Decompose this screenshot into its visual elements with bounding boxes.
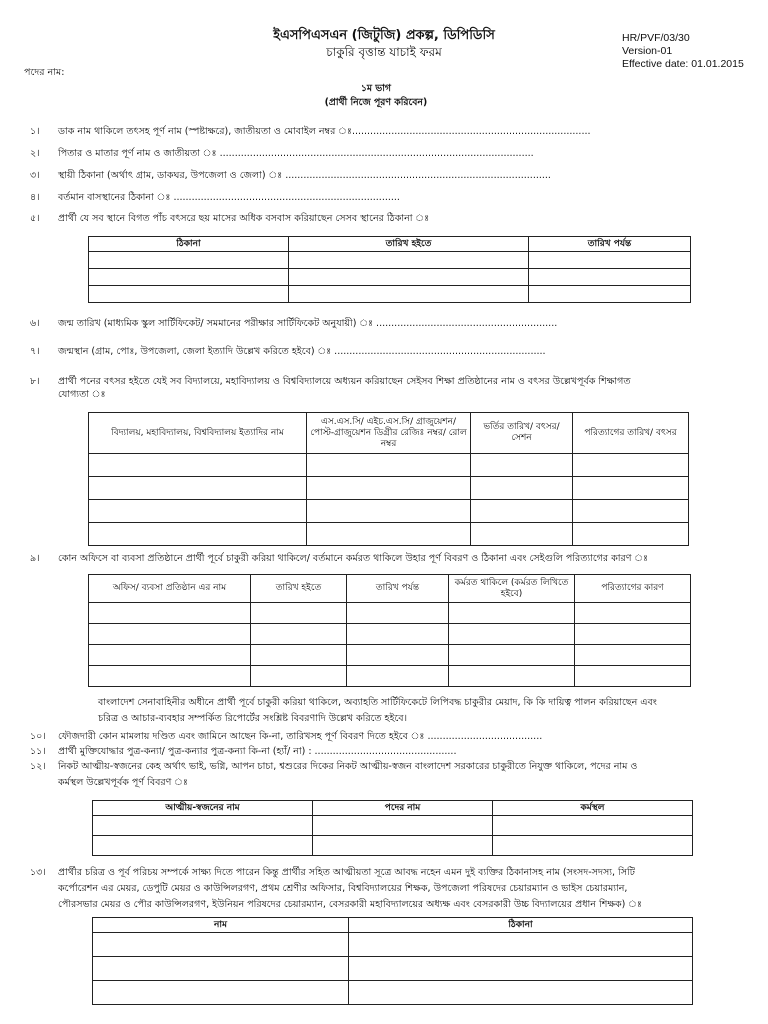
table-row (93, 933, 693, 957)
effective-date: Effective date: 01.01.2015 (622, 58, 744, 70)
question-3 (30, 169, 551, 182)
table-cell[interactable] (449, 624, 575, 645)
table-row (89, 603, 691, 624)
table-row (89, 500, 689, 523)
question-12-continued: কর্মস্থল উল্লেখপূর্বক পূর্ণ বিবরণ ঃ (58, 777, 188, 788)
form-version: Version-01 (622, 45, 673, 57)
table-cell[interactable] (529, 286, 691, 303)
table-cell[interactable] (307, 454, 471, 477)
table-row (89, 477, 689, 500)
question-number: ১১। (30, 746, 46, 757)
table-cell[interactable] (573, 477, 689, 500)
question-13-continued-2: পৌরসভার মেয়র ও পৌর কাউন্সিলরগণ, ইউনিয়ন পরিষদের চেয়ারম্যান, বেসরকারী মহাবিদ্যালয়ের অধ্যক্ষ এবং বেসরকারী উচ্চ বিদ্যালয়ের প্রধান শিক্ষক) ঃ (58, 899, 642, 910)
form-subtitle: চাকুরি বৃত্তান্ত যাচাই ফরম (326, 45, 442, 59)
question-number: ৮। (30, 376, 40, 387)
table-cell[interactable] (251, 624, 347, 645)
army-note-line-1: বাংলাদেশ সেনাবাহিনীর অধীনে প্রার্থী পূর্বে চাকুরী করিয়া থাকিলে, অব্যাহতি সার্টিফিকেটে লিপিবদ্ধ চাকুরীর মেয়াদ, কি কি দায়িত্ব পালন করিয়াছেন এবং (98, 697, 657, 708)
table-cell[interactable] (313, 816, 493, 836)
question-text: কোন অফিসে বা ব্যবসা প্রতিষ্ঠানে প্রার্থী পূর্বে চাকুরী করিয়া থাকিলে/ বর্তমানে কর্মরত থাকিলে উহার পূর্ণ বিবরণ ও ঠিকানা এবং সেইগুলি পরিত্যাগের কারণ ঃ (58, 553, 649, 564)
table-cell[interactable] (93, 981, 349, 1005)
question-text: বর্তমান বাসস্থানের ঠিকানা ঃ ........................................................................... (58, 192, 400, 203)
employment-header-from: তারিখ হইতে (251, 575, 347, 603)
question-text: ফৌজদারী কোন মামলায় দণ্ডিত এবং জামিনে আছেন কি-না, তারিখসহ পূর্ণ বিবরণ দিতে হইবে ঃ ...................................... (58, 731, 543, 742)
question-text: ডাক নাম থাকিলে তৎসহ পূর্ণ নাম (স্পষ্টাক্ষরে), জাতীয়তা ও মোবাইল নম্বর ঃ............................................................................... (58, 126, 591, 137)
question-text: স্থায়ী ঠিকানা (অর্থাৎ গ্রাম, ডাকঘর, উপজেলা ও জেলা) ঃ ........................................................................................ (58, 170, 551, 181)
employment-table (88, 574, 691, 687)
table-cell[interactable] (347, 624, 449, 645)
question-text: পিতার ও মাতার পূর্ণ নাম ও জাতীয়তা ঃ ........................................................................................................ (58, 148, 534, 159)
table-cell[interactable] (89, 645, 251, 666)
table-cell[interactable] (349, 957, 693, 981)
table-cell[interactable] (251, 666, 347, 687)
table-cell[interactable] (251, 603, 347, 624)
table-cell[interactable] (575, 624, 691, 645)
table-cell[interactable] (493, 816, 693, 836)
references-table (92, 917, 693, 1005)
education-header-institution: বিদ্যালয়, মহাবিদ্যালয়, বিশ্ববিদ্যালয় ইত্যাদির নাম (89, 413, 307, 454)
question-text: প্রার্থী যে সব স্থানে বিগত পাঁচ বৎসরে ছয় মাসের অধিক বসবাস করিয়াছেন সেসব স্থানের ঠিকানা ঃ (58, 213, 430, 224)
question-text: প্রার্থীর চরিত্র ও পূর্ব পরিচয় সম্পর্কে সাক্ষ্য দিতে পারেন কিন্তু প্রার্থীর সহিত আত্মীয়তা সূত্রে আবদ্ধ নহেন এমন দুই ব্যক্তির ঠিকানাসহ নাম (সংসদ-সদস্য, সিটি (58, 867, 635, 878)
table-cell[interactable] (89, 477, 307, 500)
residence-table (88, 236, 691, 303)
table-cell[interactable] (529, 269, 691, 286)
residence-header-to: তারিখ পর্যন্ত (529, 237, 691, 252)
table-cell[interactable] (349, 933, 693, 957)
table-cell[interactable] (89, 500, 307, 523)
relatives-header-name: আত্মীয়-স্বজনের নাম (93, 801, 313, 816)
table-cell[interactable] (93, 836, 313, 856)
table-row (93, 957, 693, 981)
table-cell[interactable] (493, 836, 693, 856)
education-header-roll: এস.এস.সি/ এইচ.এস.সি/ গ্রাজুয়েশন/ পোস্ট-গ্রাজুয়েশন ডিগ্রীর রেজিঃ নম্বর/ রোল নম্বর (307, 413, 471, 454)
table-cell[interactable] (89, 252, 289, 269)
table-cell[interactable] (93, 816, 313, 836)
employment-header-office: অফিস/ ব্যবসা প্রতিষ্ঠান এর নাম (89, 575, 251, 603)
question-1 (30, 125, 591, 138)
question-number: ৩। (30, 170, 40, 181)
question-12 (30, 760, 637, 773)
table-cell[interactable] (93, 933, 349, 957)
question-2 (30, 147, 534, 160)
table-cell[interactable] (349, 981, 693, 1005)
table-cell[interactable] (575, 603, 691, 624)
table-cell[interactable] (89, 666, 251, 687)
table-cell[interactable] (347, 603, 449, 624)
question-9 (30, 552, 648, 565)
references-header-name: নাম (93, 918, 349, 933)
question-number: ৭। (30, 346, 40, 357)
table-row (89, 523, 689, 546)
question-text: প্রার্থী মুক্তিযোদ্ধার পুত্র-কন্যা/ পুত্র-কন্যার পুত্র-কন্যা কি-না (হ্যাঁ/ না) : ............................................... (58, 746, 457, 757)
question-11 (30, 745, 456, 758)
part-note: (প্রার্থী নিজে পূরণ করিবেন) (324, 97, 428, 108)
table-cell[interactable] (89, 603, 251, 624)
question-13 (30, 865, 635, 880)
part-title: ১ম ভাগ (360, 83, 392, 94)
question-number: ৬। (30, 318, 40, 329)
education-table (88, 412, 689, 546)
table-row (93, 981, 693, 1005)
table-row (89, 454, 689, 477)
question-7 (30, 345, 546, 358)
form-code: HR/PVF/03/30 (622, 32, 690, 44)
question-text: জন্ম তারিখ (মাধ্যমিক স্কুল সার্টিফিকেট/ সমমানের পরীক্ষার সার্টিফিকেট অনুযায়ী) ঃ ............................................................ (58, 318, 558, 329)
table-row (89, 286, 691, 303)
table-cell[interactable] (289, 286, 529, 303)
post-name-label: পদের নাম: (24, 67, 65, 78)
residence-header-from: তারিখ হইতে (289, 237, 529, 252)
table-cell[interactable] (471, 523, 573, 546)
relatives-table (92, 800, 693, 856)
army-note-line-2: চরিত্র ও আচার-ব্যবহার সম্পর্কিত রিপোর্টের সংশ্লিষ্ট বিবরণাদি উল্লেখ করিতে হইবে। (98, 713, 407, 724)
references-header-address: ঠিকানা (349, 918, 693, 933)
question-number: ১৩। (30, 867, 46, 878)
question-5 (30, 212, 429, 225)
table-cell[interactable] (347, 666, 449, 687)
table-cell[interactable] (573, 500, 689, 523)
table-cell[interactable] (347, 645, 449, 666)
employment-header-to: তারিখ পর্যন্ত (347, 575, 449, 603)
question-number: ৫। (30, 213, 40, 224)
question-number: ৯। (30, 553, 40, 564)
table-cell[interactable] (307, 500, 471, 523)
question-number: ১। (30, 126, 40, 137)
table-cell[interactable] (251, 645, 347, 666)
question-10 (30, 730, 542, 743)
table-cell[interactable] (471, 454, 573, 477)
question-number: ২। (30, 148, 40, 159)
table-cell[interactable] (449, 603, 575, 624)
table-row (93, 816, 693, 836)
relatives-header-post: পদের নাম (313, 801, 493, 816)
residence-header-address: ঠিকানা (89, 237, 289, 252)
employment-header-current: কর্মরত থাকিলে (কর্মরত লিখিতে হইবে) (449, 575, 575, 603)
relatives-header-workplace: কর্মস্থল (493, 801, 693, 816)
question-8-continued: যোগ্যতা ঃ (58, 389, 106, 400)
table-cell[interactable] (307, 523, 471, 546)
question-4 (30, 191, 400, 204)
table-cell[interactable] (449, 645, 575, 666)
table-cell[interactable] (313, 836, 493, 856)
table-cell[interactable] (573, 523, 689, 546)
table-row (89, 269, 691, 286)
question-text: জন্মস্থান (গ্রাম, পোঃ, উপজেলা, জেলা ইত্যাদি উল্লেখ করিতে হইবে) ঃ ...................................................................... (58, 346, 546, 357)
table-cell[interactable] (89, 269, 289, 286)
table-row (89, 624, 691, 645)
table-cell[interactable] (93, 957, 349, 981)
table-cell[interactable] (573, 454, 689, 477)
employment-header-reason: পরিত্যাগের কারণ (575, 575, 691, 603)
table-cell[interactable] (529, 252, 691, 269)
question-number: ১২। (30, 761, 46, 772)
question-6 (30, 317, 557, 330)
question-number: ১০। (30, 731, 46, 742)
education-header-admission: ভর্তির তারিখ/ বৎসর/ সেশন (471, 413, 573, 454)
question-text: নিকট আত্মীয়-স্বজনের কেহ অর্থাৎ ভাই, ভগ্নি, আপন চাচা, শ্বশুরের দিকের নিকট আত্মীয়-স্বজন বাংলাদেশ সরকারের চাকুরীতে নিযুক্ত থাকিলে, পদের নাম ও (58, 761, 638, 772)
table-cell[interactable] (89, 624, 251, 645)
table-cell[interactable] (471, 500, 573, 523)
table-row (93, 836, 693, 856)
table-cell[interactable] (575, 645, 691, 666)
table-cell[interactable] (289, 269, 529, 286)
table-cell[interactable] (471, 477, 573, 500)
table-row (89, 252, 691, 269)
question-number: ৪। (30, 192, 40, 203)
question-13-continued-1: কর্পোরেশন এর মেয়র, ডেপুটি মেয়র ও কাউন্সিলরগণ, প্রথম শ্রেণীর অফিসার, বিশ্ববিদ্যালয়ের শিক্ষক, উপজেলা পরিষদের চেয়ারম্যান ও ভাইস চেয়ারম্যান, (58, 883, 628, 894)
question-text: প্রার্থী পনের বৎসর হইতে যেই সব বিদ্যালয়ে, মহাবিদ্যালয় ও বিশ্ববিদ্যালয়ে অধ্যয়ন করিয়াছেন সেইসব শিক্ষা প্রতিষ্ঠানের নাম ও বৎসর উল্লেখপূর্বক শিক্ষাগত (58, 376, 631, 387)
table-row (89, 645, 691, 666)
table-cell[interactable] (289, 252, 529, 269)
table-cell[interactable] (307, 477, 471, 500)
table-cell[interactable] (89, 523, 307, 546)
table-cell[interactable] (89, 286, 289, 303)
education-header-leaving: পরিত্যাগের তারিখ/ বৎসর (573, 413, 689, 454)
form-title: ইএসপিএসএন (জিটুজি) প্রকল্প, ডিপিডিসি (273, 28, 495, 43)
table-cell[interactable] (449, 666, 575, 687)
table-cell[interactable] (89, 454, 307, 477)
table-row (89, 666, 691, 687)
table-cell[interactable] (575, 666, 691, 687)
question-8 (30, 375, 631, 388)
